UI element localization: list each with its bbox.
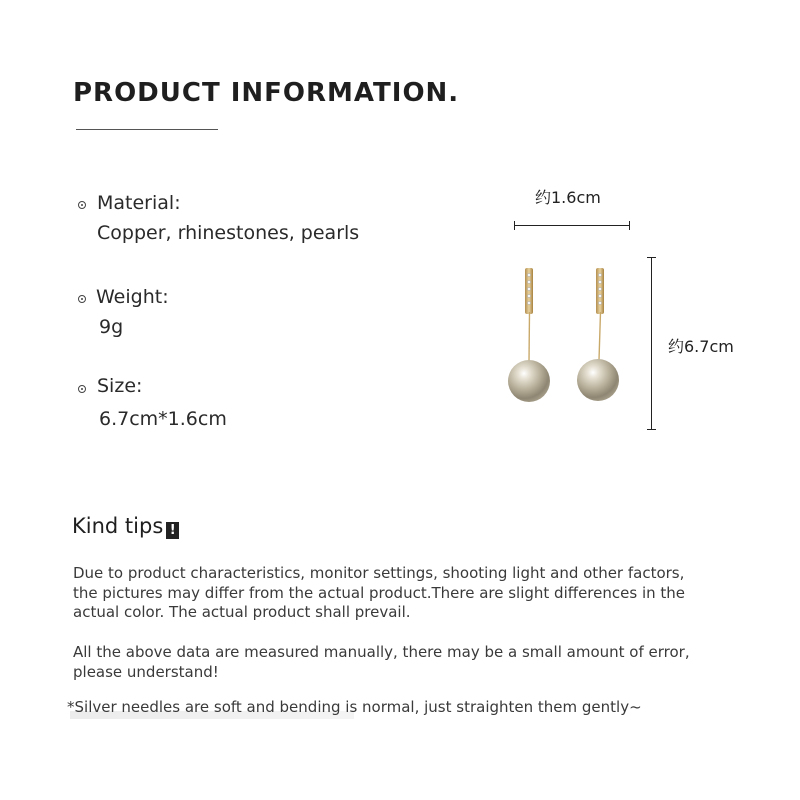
bullet-icon [78, 385, 86, 393]
width-dimension-label: 约1.6cm [535, 188, 601, 207]
bullet-icon [78, 295, 86, 303]
height-dimension-tick [647, 429, 656, 430]
material-value: Copper, rhinestones, pearls [97, 222, 360, 244]
height-dimension-tick [647, 257, 656, 258]
material-label: Material: [97, 192, 181, 214]
tips-paragraph-1: Due to product characteristics, monitor settings, shooting light and other factors, the pictures may differ from the actual product.There are slight differences in the actual color. The actual product shall prevail. [73, 564, 685, 621]
exclamation-icon: ! [166, 522, 179, 539]
title-underline [76, 129, 218, 130]
size-label: Size: [97, 375, 143, 397]
width-dimension-tick [514, 221, 515, 230]
width-dimension-tick [629, 221, 630, 230]
tips-heading-text: Kind tips [72, 514, 164, 538]
size-value: 6.7cm*1.6cm [99, 408, 227, 430]
tips-paragraph-2: All the above data are measured manually, there may be a small amount of error, please understand! [73, 643, 690, 681]
bullet-icon [78, 201, 86, 209]
height-dimension-label: 约6.7cm [668, 337, 734, 356]
tips-heading [72, 514, 179, 539]
width-dimension-line [515, 225, 630, 226]
left-earring [508, 268, 550, 402]
weight-label: Weight: [96, 286, 169, 308]
footnote: *Silver needles are soft and bending is normal, just straighten them gently~ [67, 698, 642, 716]
height-dimension-line [651, 258, 652, 429]
page-title: PRODUCT INFORMATION. [73, 78, 460, 108]
right-earring [577, 268, 619, 401]
weight-value: 9g [99, 316, 124, 338]
earrings-image [500, 260, 630, 410]
